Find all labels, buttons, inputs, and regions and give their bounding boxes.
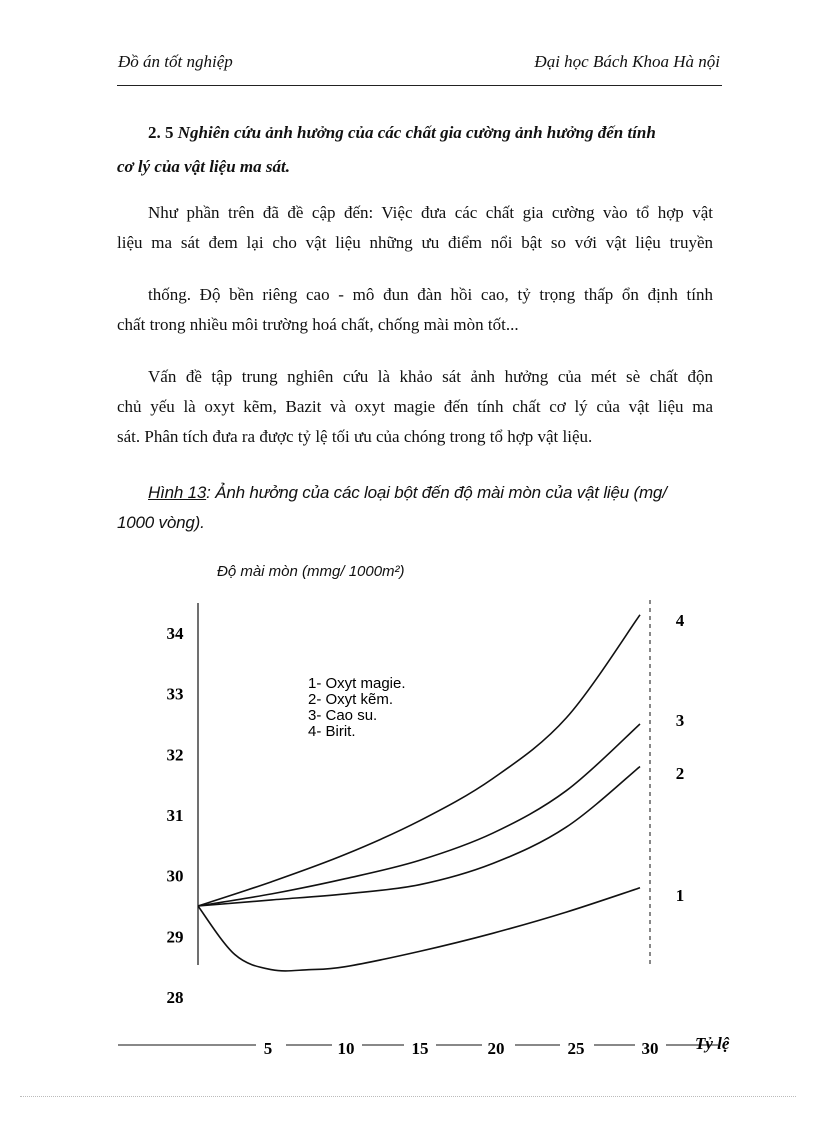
p1-line2: liệu ma sát đem lại cho vật liệu những ưu điểm nổi bật so với vật liệu truyền — [117, 233, 713, 252]
series-end-label-1: 1 — [675, 886, 685, 905]
p2-line3: sát. Phân tích đưa ra được tỷ lệ tối ưu của chóng trong tổ hợp vật liệu. — [117, 427, 593, 446]
header-left: Đồ án tốt nghiệp — [118, 52, 233, 71]
section-title-line1: Nghiên cứu ảnh hưởng của các chất gia cường ảnh hưởng đến tính — [177, 123, 656, 142]
legend-entry: 2- Oxyt kẽm. — [308, 691, 394, 708]
p1-line3: thống. Độ bền riêng cao - mô đun đàn hồi cao, tỷ trọng thấp ổn định tính — [148, 285, 713, 304]
caption-text-line1: : Ảnh hưởng của các loại bột đến độ mài mòn của vật liệu (mg/ — [206, 483, 667, 502]
y-tick-label: 28 — [166, 988, 184, 1007]
chart-y-axis-label: Độ mài mòn (mmg/ 1000m²) — [217, 563, 405, 580]
p1-line1: Như phần trên đã đề cập đến: Việc đưa các chất gia cường vào tổ hợp vật — [148, 203, 713, 222]
y-tick-label: 32 — [166, 745, 184, 765]
series-end-label-4: 4 — [675, 611, 685, 630]
p2-line1: Vấn đề tập trung nghiên cứu là khảo sát ảnh hưởng của mét sè chất độn — [148, 367, 713, 386]
series-end-label-2: 2 — [675, 764, 685, 783]
legend-entry: 4- Birit. — [308, 723, 356, 740]
y-tick-label: 30 — [166, 866, 184, 886]
series-end-label-3: 3 — [675, 711, 685, 730]
x-tick-label: 5 — [263, 1039, 273, 1058]
x-tick-label: 25 — [567, 1039, 585, 1058]
x-tick-label: 20 — [487, 1039, 505, 1058]
x-tick-label: 15 — [411, 1039, 429, 1058]
x-tick-label: 10 — [337, 1039, 355, 1058]
caption-text-line2: 1000 vòng). — [117, 513, 205, 532]
y-tick-label: 33 — [166, 684, 184, 704]
x-axis-label: Tỷ lệ — [695, 1034, 730, 1053]
p1-line4: chất trong nhiều môi trường hoá chất, chống mài mòn tốt... — [117, 315, 519, 334]
figure-label: Hình 13 — [148, 483, 207, 502]
p2-line2: chủ yếu là oxyt kẽm, Bazit và oxyt magie đến tính chất cơ lý của vật liệu ma — [117, 397, 713, 416]
legend-entry: 1- Oxyt magie. — [308, 675, 406, 692]
y-tick-label: 34 — [166, 624, 184, 643]
section-number: 2. 5 — [148, 123, 174, 142]
y-tick-label: 29 — [166, 927, 184, 947]
legend-entry: 3- Cao su. — [308, 707, 378, 724]
y-tick-label: 31 — [166, 806, 184, 825]
series-line-4 — [198, 615, 640, 906]
header-right: Đại học Bách Khoa Hà nội — [534, 52, 720, 71]
x-tick-label: 30 — [641, 1039, 659, 1058]
section-title-line2: cơ lý của vật liệu ma sát. — [117, 157, 290, 176]
page-bottom-dotted-rule — [20, 1096, 796, 1097]
series-line-3 — [198, 724, 640, 906]
